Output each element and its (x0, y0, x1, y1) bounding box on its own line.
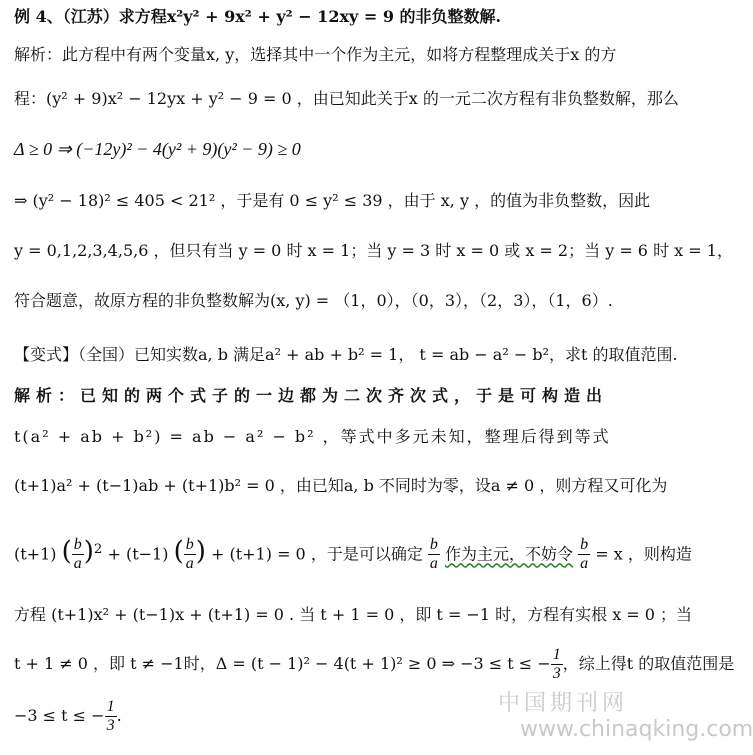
values-line: y = 0,1,2,3,4,5,6 ，但只有当 y = 0 时 x = 1；当 y = 3 时 x = 0 或 x = 2；当 y = 6 时 x = 1， (14, 241, 733, 260)
final-range-text: −3 ≤ t ≤ − (14, 706, 105, 725)
frac-num-3: b (429, 536, 438, 554)
watermark-chinese: 中国期刊网 (498, 691, 629, 716)
frac-den-2: a (185, 555, 194, 573)
eq-part-2: + (t−1) (107, 544, 169, 564)
quadratic-line: 方程 (t+1)x² + (t−1)x + (t+1) = 0 . 当 t + 1 = 0 ，即 t = −1 时，方程有实根 x = 0 ；当 (14, 605, 693, 624)
fraction-b-over-a-4 (578, 536, 590, 573)
fraction-b-over-a-1 (72, 536, 84, 573)
square-sup: 2 (93, 542, 103, 557)
final-range-line (14, 696, 122, 736)
frac-one-2: 1 (106, 698, 115, 715)
watermark-url: www.chinaqking.com (520, 717, 753, 742)
paren-open: ( (61, 536, 72, 567)
range-part-1: t + 1 ≠ 0 ，即 t ≠ −1时，Δ = (t − 1)² − 4(t + 1)² ≥ 0 ⇒ −3 ≤ t ≤ − (14, 654, 551, 673)
fraction-equation-line (14, 525, 692, 585)
eq-part-1: (t+1) (14, 544, 57, 564)
period: . (116, 706, 122, 725)
fraction-one-third-2 (105, 698, 117, 735)
analysis-line-1: 解析：此方程中有两个变量x, y，选择其中一个作为主元，如将方程整理成关于x 的方 (14, 45, 617, 64)
eq-part-3: + (t+1) = 0 ，于是可以确定 (210, 544, 423, 564)
inequality-line: ⇒ (y² − 18)² ≤ 405 < 21² ，于是有 0 ≤ y² ≤ 39 ，由于 x, y ，的值为非负整数，因此 (14, 191, 651, 210)
variant-analysis-2: t(a² + ab + b²) = ab − a² − b² ，等式中多元未知，整理后得到等式 (14, 427, 611, 446)
range-part-2: ，综上得t 的取值范围是 (562, 654, 735, 673)
range-line (14, 644, 734, 684)
frac-one: 1 (552, 646, 561, 663)
fraction-b-over-a-3 (428, 536, 440, 573)
analysis-line-2: 程：(y² + 9)x² − 12yx + y² − 9 = 0 ，由已知此关于x 的一元二次方程有非负整数解，那么 (14, 89, 679, 108)
eq-part-4: 作为主元，不妨令 (445, 544, 574, 564)
frac-den-4: a (580, 555, 589, 573)
variant-title: 【变式】（全国）已知实数a, b 满足a² + ab + b² = 1， t = ab − a² − b²，求t 的取值范围. (14, 345, 678, 364)
fraction-one-third-1 (551, 646, 563, 683)
paren-close-2: ) (195, 536, 206, 567)
example-title: 例 4、（江苏）求方程x²y² + 9x² + y² − 12xy = 9 的非负整数解. (14, 7, 502, 26)
frac-three-2: 3 (106, 717, 115, 734)
variant-analysis-3: (t+1)a² + (t−1)ab + (t+1)b² = 0 ，由已知a, b 不同时为零，设a ≠ 0 ，则方程又可化为 (14, 476, 668, 495)
eq-part-5: = x ，则构造 (595, 544, 692, 564)
paren-close: ) (83, 536, 94, 567)
variant-analysis-1: 解析：已知的两个式子的一边都为二次齐次式，于是可构造出 (14, 386, 609, 405)
frac-num-2: b (185, 536, 194, 554)
frac-three: 3 (552, 665, 561, 682)
frac-num-4: b (580, 536, 589, 554)
frac-den: a (73, 555, 82, 573)
solution-line: 符合题意，故原方程的非负整数解为(x, y) = （1，0），（0，3），（2，3），（1，6）. (14, 291, 613, 310)
frac-num: b (73, 536, 82, 554)
discriminant-line: Δ ≥ 0 ⇒ (−12y)² − 4(y² + 9)(y² − 9) ≥ 0 (14, 139, 301, 159)
frac-den-3: a (429, 555, 438, 573)
paren-open-2: ( (173, 536, 184, 567)
fraction-b-over-a-2 (184, 536, 196, 573)
